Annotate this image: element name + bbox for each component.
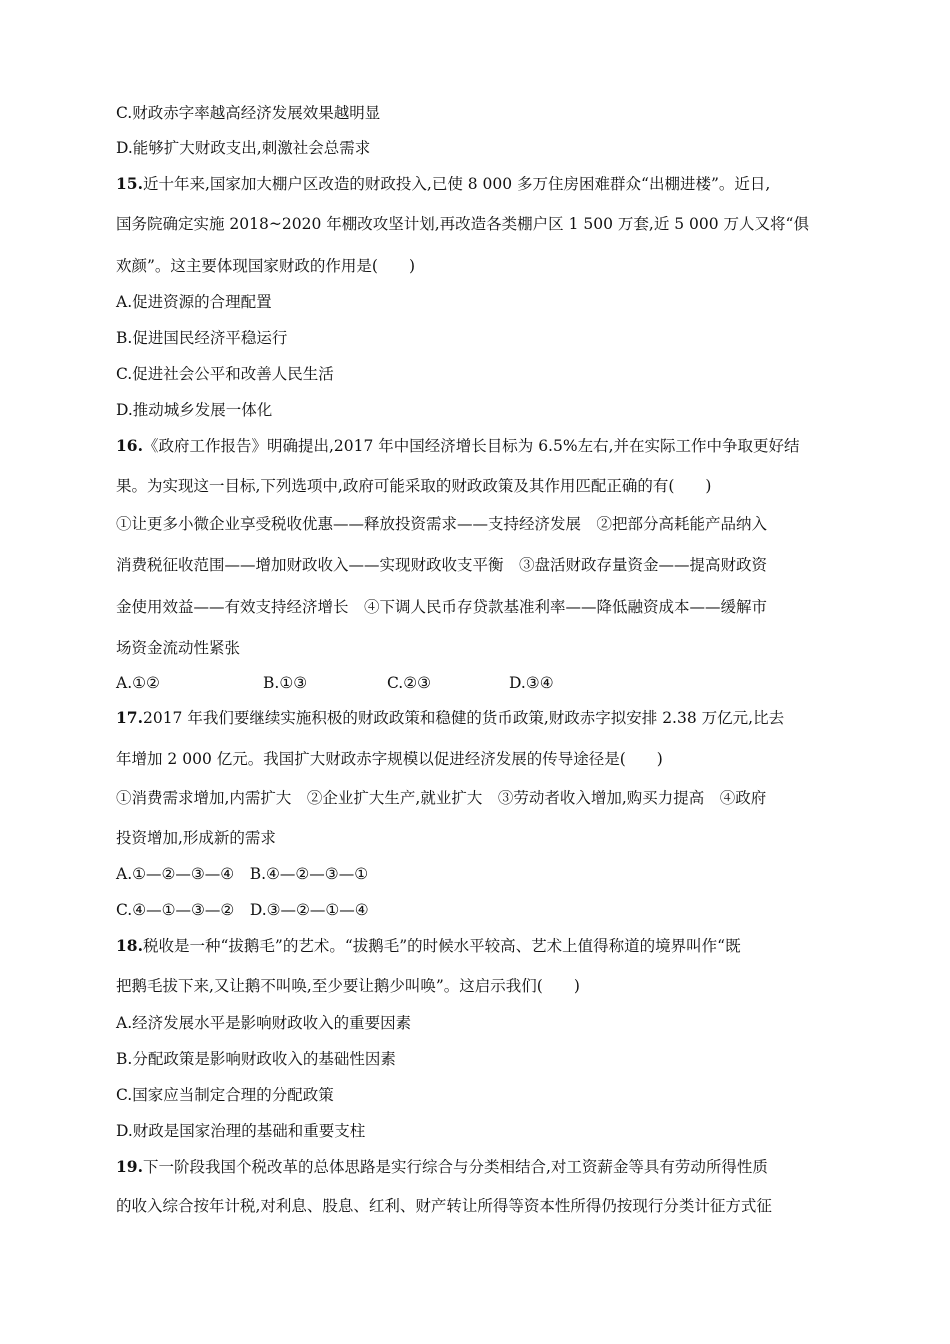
q19-stem-line-2: 的收入综合按年计税,对利息、股息、红利、财产转让所得等资本性所得仍按现行分类计征方式征 <box>116 1197 772 1215</box>
question-number: 18. <box>116 936 143 955</box>
question-number: 17. <box>116 708 143 727</box>
q15-option-d: D.推动城乡发展一体化 <box>116 401 273 419</box>
q17-stem-line-2: 年增加 2 000 亿元。我国扩大财政赤字规模以促进经济发展的传导途径是( ) <box>116 750 663 768</box>
q16-stem-line-1: 16.《政府工作报告》明确提出,2017 年中国经济增长目标为 6.5%左右,并在实际工作中争取更好结 <box>116 436 800 455</box>
q15-option-a: A.促进资源的合理配置 <box>116 293 272 311</box>
q18-option-d: D.财政是国家治理的基础和重要支柱 <box>116 1122 366 1140</box>
q15-option-c: C.促进社会公平和改善人民生活 <box>116 365 334 383</box>
q17-statements-line-2: 投资增加,形成新的需求 <box>116 829 276 847</box>
q16-options <box>116 673 836 693</box>
q16-statements-line-1: ①让更多小微企业享受税收优惠——释放投资需求——支持经济发展 ②把部分高耗能产品纳入 <box>116 515 768 533</box>
q15-option-b: B.促进国民经济平稳运行 <box>116 329 288 347</box>
question-number: 15. <box>116 174 143 193</box>
q15-stem-line-1: 15.近十年来,国家加大棚户区改造的财政投入,已使 8 000 多万住房困难群众“出棚进楼”。近日, <box>116 174 771 193</box>
q18-stem-line-1: 18.税收是一种“拔鹅毛”的艺术。“拔鹅毛”的时候水平较高、艺术上值得称道的境界叫作“既 <box>116 936 741 955</box>
q17-options-ab: A.①—②—③—④ B.④—②—③—① <box>116 865 369 883</box>
q16-option-d: D.③④ <box>509 674 554 692</box>
q16-statements-line-3: 金使用效益——有效支持经济增长 ④下调人民币存贷款基准利率——降低融资成本——缓解市 <box>116 598 768 616</box>
q14-option-d: D.能够扩大财政支出,刺激社会总需求 <box>116 139 371 157</box>
q18-stem-line-2: 把鹅毛拔下来,又让鹅不叫唤,至少要让鹅少叫唤”。这启示我们( ) <box>116 977 580 995</box>
q19-stem-line-1: 19.下一阶段我国个税改革的总体思路是实行综合与分类相结合,对工资薪金等具有劳动所得性质 <box>116 1157 768 1176</box>
q17-options-cd: C.④—①—③—② D.③—②—①—④ <box>116 901 369 919</box>
q18-option-b: B.分配政策是影响财政收入的基础性因素 <box>116 1050 396 1068</box>
q14-option-c: C.财政赤字率越高经济发展效果越明显 <box>116 104 381 122</box>
q17-statements-line-1: ①消费需求增加,内需扩大 ②企业扩大生产,就业扩大 ③劳动者收入增加,购买力提高 ④政府 <box>116 789 767 807</box>
q18-option-c: C.国家应当制定合理的分配政策 <box>116 1086 334 1104</box>
q16-statements-line-4: 场资金流动性紧张 <box>116 639 241 657</box>
question-number: 16. <box>116 436 143 455</box>
q17-stem-line-1: 17.2017 年我们要继续实施积极的财政政策和稳健的货币政策,财政赤字拟安排 2.38 万亿元,比去 <box>116 708 785 727</box>
q16-statements-line-2: 消费税征收范围——增加财政收入——实现财政收支平衡 ③盘活财政存量资金——提高财政资 <box>116 556 768 574</box>
q15-stem-line-3: 欢颜”。这主要体现国家财政的作用是( ) <box>116 257 416 275</box>
q16-stem-line-2: 果。为实现这一目标,下列选项中,政府可能采取的财政政策及其作用匹配正确的有( ) <box>116 477 712 495</box>
q16-option-c: C.②③ <box>387 674 432 692</box>
q15-stem-line-2: 国务院确定实施 2018~2020 年棚改攻坚计划,再改造各类棚户区 1 500 万套,近 5 000 万人又将“俱 <box>116 215 809 233</box>
question-number: 19. <box>116 1157 143 1176</box>
q18-option-a: A.经济发展水平是影响财政收入的重要因素 <box>116 1014 412 1032</box>
q16-option-a: A.①② <box>116 674 160 692</box>
q16-option-b: B.①③ <box>263 674 308 692</box>
